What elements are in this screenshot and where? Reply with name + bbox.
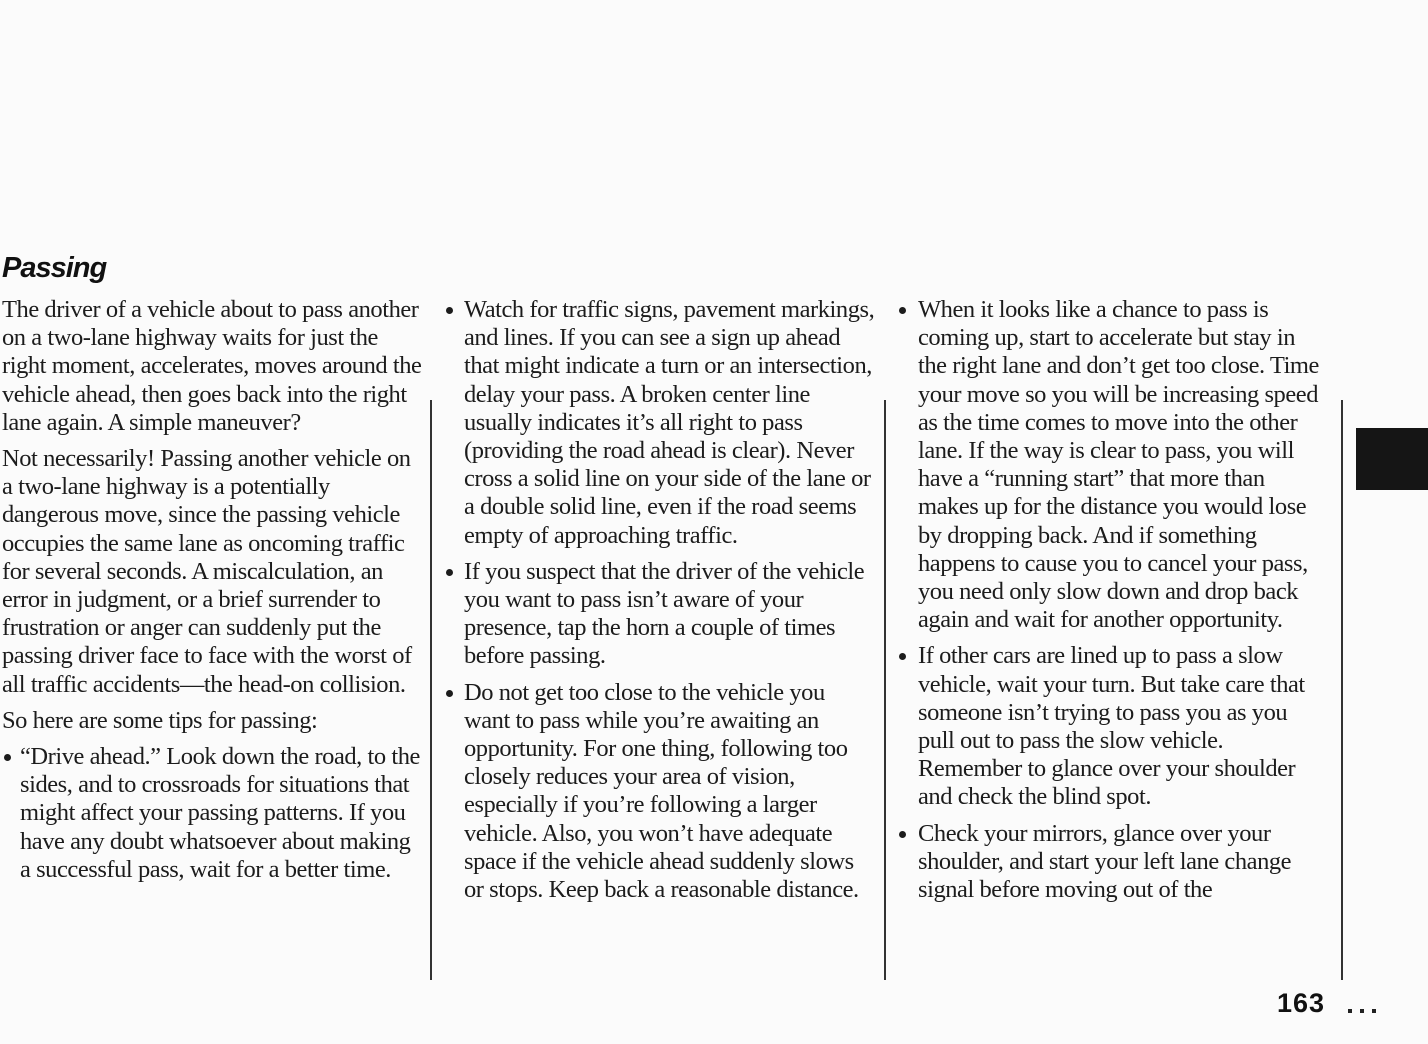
- page-number: 163: [1277, 988, 1326, 1018]
- tip-item: Check your mirrors, glance over your shoulder, and start your left lane change signal before moving out of the: [899, 820, 1329, 905]
- tips-list: [899, 296, 1329, 904]
- tip-item: “Drive ahead.” Look down the road, to the sides, and to crossroads for situations that might affect your passing patterns. If you have any doubt whatsoever about making a successful pass, wait for a better time.: [2, 743, 422, 884]
- section-heading: Passing: [2, 252, 107, 284]
- text-column-1: [2, 296, 422, 892]
- tip-item: Do not get too close to the vehicle you want to pass while you’re awaiting an opportunity. For one thing, following too closely reduces your area of vision, especially if you’re following a larger vehicle. Also, you won’t have adequate space if the vehicle ahead suddenly slows or stops. Keep back a reasonable distance.: [446, 679, 876, 905]
- text-column-2: [446, 296, 876, 912]
- tips-intro-paragraph: So here are some tips for passing:: [2, 706, 318, 734]
- tips-list: [446, 296, 876, 904]
- section-tab-marker: [1356, 428, 1428, 490]
- danger-paragraph: Not necessarily! Passing another vehicle on a two-lane highway is a potentially dangerous move, since the passing vehicle occupies the same lane as oncoming traffic for several seconds. A miscalculation, an error in judgment, or a brief surrender to frustration or anger can suddenly put the passing driver face to face with the worst of all traffic accidents—the head-on collision.: [2, 445, 412, 698]
- tip-item: If you suspect that the driver of the vehicle you want to pass isn’t aware of your presence, tap the horn a couple of times before passing.: [446, 558, 876, 671]
- tip-item: Watch for traffic signs, pavement markings, and lines. If you can see a sign up ahead that might indicate a turn or an intersection, delay your pass. A broken center line usually indicates it’s all right to pass (providing the road ahead is clear). Never cross a solid line on your side of the lane or a double solid line, even if the road seems empty of approaching traffic.: [446, 296, 876, 550]
- tip-item: When it looks like a chance to pass is coming up, start to accelerate but stay in the right lane and don’t get too close. Time your move so you will be increasing speed as the time comes to move into the other lane. If the way is clear to pass, you will have a “running start” that more than makes up for the distance you would lose by dropping back. And if something happens to cause you to cancel your pass, you need only slow down and drop back again and wait for another opportunity.: [899, 296, 1329, 634]
- continuation-dots: [1348, 1000, 1384, 1018]
- column-divider: [430, 400, 432, 980]
- tip-item: If other cars are lined up to pass a slow vehicle, wait your turn. But take care that someone isn’t trying to pass you as you pull out to pass the slow vehicle. Remember to glance over your shoulder and check the blind spot.: [899, 642, 1329, 811]
- tips-list: [2, 743, 422, 884]
- column-divider: [1341, 400, 1343, 980]
- column-divider: [884, 400, 886, 980]
- text-column-3: [899, 296, 1329, 912]
- intro-paragraph: The driver of a vehicle about to pass another on a two-lane highway waits for just the right moment, accelerates, moves around the vehicle ahead, then goes back into the right lane again. A simple maneuver?: [2, 296, 422, 436]
